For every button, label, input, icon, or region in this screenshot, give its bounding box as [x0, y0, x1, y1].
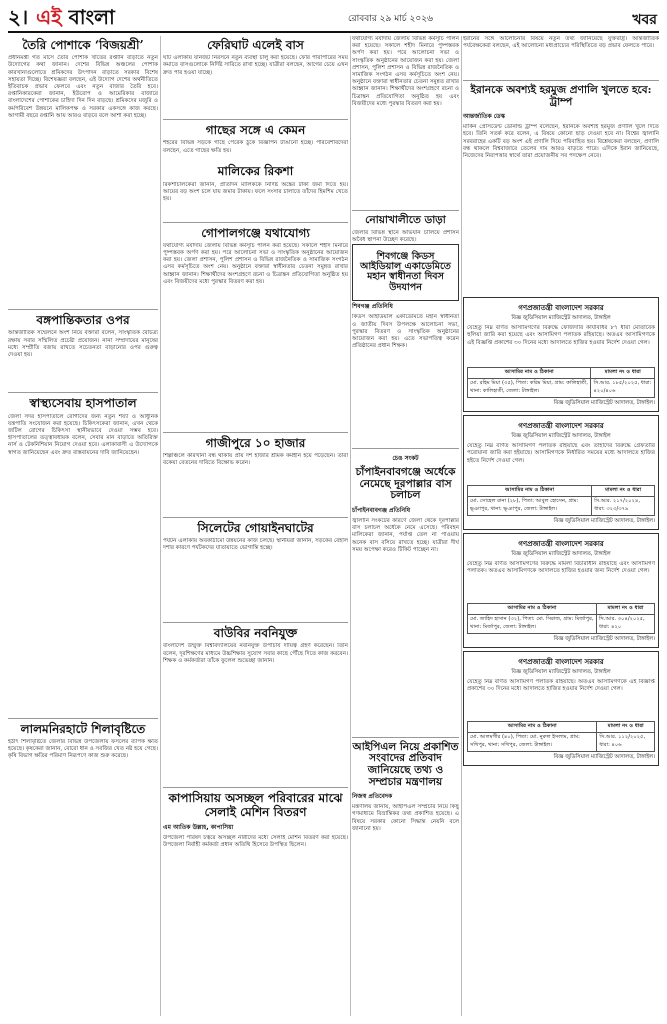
- article-body: প্রধানমন্ত্রী গত মাসে তৈরি পোশাক খাতের রপ্তানি বাড়াতে নতুন উদ্যোগের কথা জানান। দেশের বিভিন্ন অঞ্চলের পোশাক কারখানাগুলোতে শ্রমিকদের উৎপাদন বাড়াতে সরকার বিশেষ সহায়তা দিচ্ছে। বিশেষজ্ঞরা বলছেন, এই উদ্যোগ দেশের অর্থনীতিতে ইতিবাচক প্রভাব ফেলবে এবং নতুন বাজার তৈরি হবে। রপ্তানিকারকেরা জানান, ইউরোপ ও আমেরিকার বাজারে বাংলাদেশের পোশাকের চাহিদা দিন দিন বাড়ছে। শ্রমিকদের মজুরি ও কর্মপরিবেশ উন্নয়নে মালিকপক্ষ ও সরকার একসঙ্গে কাজ করছে। আগামী বছরে রপ্তানি আয় আরও বাড়বে বলে আশা করা হচ্ছে।: [8, 55, 158, 305]
- notice-title: গণপ্রজাতন্ত্রী বাংলাদেশ সরকার: [518, 304, 604, 313]
- notice-body: যেহেতু নিম্ন বর্ণিত আসামিগণ পলাতক রহিয়াছে এবং তাহাদের বিরুদ্ধে গ্রেফতারি পরোয়ানা জারি করা হইয়াছে। আসামিগণকে নির্ধারিত সময়ের মধ্যে আদালতে হাজির হইতে নির্দেশ দেওয়া গেল।: [467, 443, 655, 485]
- byline: শিবগঞ্জ প্রতিনিধি: [352, 303, 393, 311]
- notice-col-b: মামলা নং ও ধারা: [592, 486, 655, 497]
- notice-body: যেহেতু নিম্ন বর্ণিত আসামিগণের বিরুদ্ধে মামলা বিচারাধীন রহিয়াছে এবং আসামিগণ পলাতক। অতএব আসামিগণকে আদালতে হাজির হওয়ার জন্য নির্দেশ দেওয়া গেল।: [467, 561, 655, 603]
- article-body: বাংলাদেশ উন্মুক্ত বিশ্ববিদ্যালয়ের নবনিযুক্ত উপাচার্য দায়িত্ব গ্রহণ করেছেন। তিনি বলেন, দূরশিক্ষণের মাধ্যমে উচ্চশিক্ষার সুযোগ সবার কাছে পৌঁছে দিতে কাজ করবেন। শিক্ষক ও কর্মকর্তারা তাঁকে ফুলেল শুভেচ্ছা জানান।: [163, 643, 348, 783]
- article-body: যথাযোগ্য মর্যাদায় জেলায় বিভিন্ন কর্মসূচি পালন করা হয়েছে। সকালে শহীদ মিনারে পুষ্পস্তবক অর্পণ করা হয়। পরে আলোচনা সভা ও সাংস্কৃতিক অনুষ্ঠানের আয়োজন করা হয়। জেলা প্রশাসন, পুলিশ প্রশাসন ও বিভিন্ন রাজনৈতিক ও সামাজিক সংগঠন এসব কর্মসূচিতে অংশ নেয়। অনুষ্ঠানে বক্তারা স্বাধীনতার চেতনা সমুন্নত রাখার আহ্বান জানান। শিক্ষার্থীদের অংশগ্রহণে রচনা ও চিত্রাঙ্কন প্রতিযোগিতা অনুষ্ঠিত হয় এবং বিজয়ীদের মধ্যে পুরস্কার বিতরণ করা হয়।: [352, 36, 459, 206]
- notice-cell-a: মো. রহিম মিয়া (৩৫), পিতা: করিম মিয়া, গ্রাম: কালিহাতী, থানা: কালিহাতী, জেলা: টাঙ্গাইল।: [468, 379, 591, 398]
- article-body: হঠাৎ শিলাবৃষ্টিতে জেলার বিভিন্ন উপজেলায় ফসলের ব্যাপক ক্ষতি হয়েছে। কৃষকেরা জানান, বোরো ধান ও সবজির খেত নষ্ট হয়ে গেছে। কৃষি বিভাগ ক্ষতির পরিমাণ নিরূপণে কাজ শুরু করেছে।: [8, 739, 158, 859]
- notice-subtitle: বিজ্ঞ জুডিসিয়াল ম্যাজিস্ট্রেট আদালত, টাঙ্গাইল: [511, 315, 611, 322]
- article-body: জ্বালানি সংকটের কারণে জেলা থেকে দূরপাল্লার বাস চলাচল অর্ধেকে নেমে এসেছে। পরিবহন মালিকেরা জানান, পর্যাপ্ত তেল না পাওয়ায় অনেক বাস বসিয়ে রাখতে হচ্ছে। যাত্রীরা দীর্ঘ সময় অপেক্ষা করেও টিকিট পাচ্ছেন না।: [352, 518, 459, 733]
- headline: গাজীপুরে ১০ হাজার: [205, 435, 306, 450]
- notice-signature: বিজ্ঞ জুডিসিয়াল ম্যাজিস্ট্রেট আদালত, টাঙ্গাইল।: [553, 400, 655, 407]
- notice-col-b: মামলা নং ও ধারা: [591, 368, 655, 379]
- notice-cell-a: মো. আলমগীর (৪০), পিতা: মো. নুরুল ইসলাম, গ্রাম: সখিপুর, থানা: সখিপুর, জেলা: টাঙ্গাইল।: [468, 733, 597, 752]
- notice-table: [467, 721, 655, 752]
- notice-cell-b: সি.আর. ২১৭/২০২৪, ধারা: ৩২৩/৩৭৯: [592, 497, 655, 516]
- notice-cell-b: সি.আর. ৩০৪/২০২৫, ধারা: ৪২০: [596, 615, 654, 634]
- notice-body: যেহেতু নিম্ন বর্ণিত আসামিগণ পলাতক রহিয়াছে। অতএব আসামিগণকে এই বিজ্ঞপ্তি প্রকাশের ৩০ দিনের মধ্যে আদালতে হাজির হওয়ার নির্দেশ দেওয়া গেল।: [467, 679, 655, 721]
- column-divider: [350, 36, 351, 1016]
- section-title: খবর: [632, 12, 657, 28]
- article-body: যথাযোগ্য মর্যাদায় জেলায় বিভিন্ন কর্মসূচি পালন করা হয়েছে। সকালে শহীদ মিনারে পুষ্পস্তবক অর্পণ করা হয়। পরে আলোচনা সভা ও সাংস্কৃতিক অনুষ্ঠানের আয়োজন করা হয়। জেলা প্রশাসন, পুলিশ প্রশাসন ও বিভিন্ন রাজনৈতিক ও সামাজিক সংগঠন এসব কর্মসূচিতে অংশ নেয়। অনুষ্ঠানে বক্তারা স্বাধীনতার চেতনা সমুন্নত রাখার আহ্বান জানান। শিক্ষার্থীদের অংশগ্রহণে রচনা ও চিত্রাঙ্কন প্রতিযোগিতা অনুষ্ঠিত হয় এবং বিজয়ীদের মধ্যে পুরস্কার বিতরণ করা হয়।: [163, 243, 348, 428]
- court-notice: [463, 533, 659, 648]
- headline: লালমনিরহাটে শিলাবৃষ্টিতে: [20, 721, 146, 736]
- headline: গোপালগঞ্জে যথাযোগ্য: [201, 225, 310, 240]
- headline: বাউবির নবনিযুক্ত: [213, 626, 298, 641]
- court-notice: [463, 415, 659, 530]
- notice-cell-b: সি.আর. ১৮৫/২০২৫, ধারা: ৪২০/৪০৬: [591, 379, 655, 398]
- legal-notices: [463, 297, 659, 766]
- court-notice: [463, 297, 659, 412]
- article-body: ইরানের সঙ্গে আলোচনার বিষয়ে নতুন তথ্য জানিয়েছে যুক্তরাষ্ট্র। আন্তর্জাতিক পর্যবেক্ষকেরা বলছেন, এই আলোচনা মধ্যপ্রাচ্যের পরিস্থিতিতে বড় প্রভাব ফেলতে পারে।: [463, 36, 659, 76]
- notice-table: [467, 485, 655, 516]
- article-body: শহরের বিভিন্ন সড়কে গাছে পেরেক ঠুকে বিজ্ঞাপন টাঙানো হচ্ছে। পরিবেশবিদেরা বলছেন, এতে গাছের ক্ষতি হয়।: [163, 140, 348, 162]
- headline: নোয়াখালীতে ডাড়া: [365, 214, 446, 226]
- column-2: [163, 36, 348, 865]
- masthead: [8, 4, 659, 30]
- headline: মালিকের রিকশা: [217, 164, 294, 179]
- notice-cell-b: সি.আর. ১১২/২০২৫, ধারা: ৪০৬: [597, 733, 655, 752]
- article-body: শিল্পাঞ্চলে কারখানা বন্ধ থাকায় প্রায় দশ হাজার শ্রমিক কর্মহীন হয়ে পড়েছেন। তাঁরা বকেয়া বেতনের দাবিতে বিক্ষোভ করেন।: [163, 453, 348, 513]
- notice-col-b: মামলা নং ও ধারা: [597, 722, 655, 733]
- notice-col-a: আসামির নাম ও ঠিকানা: [468, 486, 592, 497]
- notice-body: যেহেতু নিম্ন বর্ণিত আসামিগণের বিরুদ্ধে ফৌজদারি কার্যবিধির ৮৭ ধারা মোতাবেক হুলিয়া জারি করা হয়েছে এবং আসামিগণ পলাতক রহিয়াছে। অতএব আসামিগণকে এই বিজ্ঞপ্তি প্রকাশের ৩০ দিনের মধ্যে আদালতে হাজির হওয়ার নির্দেশ দেওয়া গেল।: [467, 325, 655, 367]
- article-body: উপজেলা পরিষদ চত্বরে অসচ্ছল নারীদের মধ্যে সেলাই মেশিন বিতরণ করা হয়েছে। উপজেলা নির্বাহী কর্মকর্তা প্রধান অতিথি হিসেবে উপস্থিত ছিলেন।: [163, 835, 348, 865]
- headline: তৈরি পোশাকে ‘বিজয়শ্রী’: [22, 38, 144, 52]
- headline: ফেরিঘাট এলেই বাস: [207, 38, 304, 52]
- byline: নিজস্ব প্রতিবেদক: [352, 793, 393, 801]
- article-body: মার্কিন প্রেসিডেন্ট ডোনাল্ড ট্রাম্প বলেছেন, ইরানকে অবশ্যই হরমুজ প্রণালি খুলে দিতে হবে। তিনি সতর্ক করে বলেন, এ বিষয়ে কোনো ছাড় দেওয়া হবে না। বিশ্বের জ্বালানি সরবরাহের একটি বড় অংশ এই প্রণালি দিয়ে পরিবাহিত হয়। বিশ্লেষকেরা বলছেন, প্রণালি বন্ধ থাকলে বিশ্ববাজারে তেলের দাম আরও বাড়তে পারে। এদিকে ইরান জানিয়েছে, নিজেদের নিরাপত্তার স্বার্থে তারা প্রয়োজনীয় সব পদক্ষেপ নেবে।: [463, 124, 659, 294]
- article-body: পর্যটন এলাকায় অবকাঠামো উন্নয়নের কাজ চলছে। স্থানীয়রা জানান, সড়কের বেহাল দশার কারণে পর্যটকদের যাতায়াতে ভোগান্তি হচ্ছে।: [163, 538, 348, 618]
- notice-col-a: আসামির নাম ও ঠিকানা: [468, 604, 597, 615]
- masthead-rule: [8, 31, 659, 33]
- column-1: [8, 36, 158, 859]
- column-divider: [160, 36, 161, 1016]
- page-number: ২।: [8, 5, 29, 29]
- notice-col-b: মামলা নং ও ধারা: [596, 604, 654, 615]
- brand-logo: এই বাংলা: [36, 5, 115, 29]
- column-divider: [461, 36, 462, 1016]
- column-3: [352, 36, 459, 964]
- notice-col-a: আসামির নাম ও ঠিকানা: [468, 722, 597, 733]
- notice-signature: বিজ্ঞ জুডিসিয়াল ম্যাজিস্ট্রেট আদালত, টাঙ্গাইল।: [553, 754, 655, 761]
- notice-subtitle: বিজ্ঞ জুডিসিয়াল ম্যাজিস্ট্রেট আদালত, টাঙ্গাইল: [511, 433, 611, 440]
- column-4: [463, 36, 659, 769]
- headline: আইপিএল নিয়ে প্রকাশিত সংবাদের প্রতিবাদ জানিয়েছে তথ্য ও সম্প্রচার মন্ত্রণালয়: [352, 740, 459, 788]
- article-body: আন্তর্জাতিক সম্মেলনে অংশ নিয়ে বক্তারা বলেন, সাংস্কৃতিক বৈচিত্র্য রক্ষায় সবার সম্মিলিত প্রচেষ্টা প্রয়োজন। নানা সম্প্রদায়ের মানুষের মধ্যে সম্প্রীতি বজায় রাখতে সচেতনতা বাড়ানোর ওপর গুরুত্ব দেওয়া হয়।: [8, 330, 158, 388]
- article-body: রিকশাচালকেরা জানান, প্রতিদিন মালিককে নির্দিষ্ট অঙ্কের টাকা জমা দিতে হয়। আয়ের বড় অংশ চলে যায় জমার টাকায়। ফলে সংসার চালাতে তাঁদের হিমশিম খেতে হয়।: [163, 182, 348, 218]
- headline: স্বাস্থ্যসেবায় হাসপাতাল: [29, 396, 137, 411]
- headline: চাঁপাইনবাবগঞ্জে অর্ধেকে নেমেছে দূরপাল্লার বাস চলাচল: [355, 466, 456, 502]
- notice-table: [467, 603, 655, 634]
- notice-title: গণপ্রজাতন্ত্রী বাংলাদেশ সরকার: [518, 422, 604, 431]
- kicker-label: চেঙ সংকট: [392, 455, 419, 463]
- notice-signature: বিজ্ঞ জুডিসিয়াল ম্যাজিস্ট্রেট আদালত, টাঙ্গাইল।: [553, 518, 655, 525]
- headline: বঙ্গপান্তিকতার ওপর: [36, 313, 130, 328]
- article-body: কিডস আইডিয়াল একাডেমিতে মহান স্বাধীনতা ও জাতীয় দিবস উপলক্ষে আলোচনা সভা, পুরস্কার বিতরণ ও সাংস্কৃতিক অনুষ্ঠানের আয়োজন করা হয়। এতে সভাপতিত্ব করেন প্রতিষ্ঠানের প্রধান শিক্ষক।: [352, 314, 459, 444]
- headline-box: [352, 244, 459, 302]
- notice-table: [467, 367, 655, 398]
- notice-subtitle: বিজ্ঞ জুডিসিয়াল ম্যাজিস্ট্রেট আদালত, টাঙ্গাইল: [511, 669, 611, 676]
- notice-subtitle: বিজ্ঞ জুডিসিয়াল ম্যাজিস্ট্রেট আদালত, টাঙ্গাইল: [511, 551, 611, 558]
- byline: চাঁপাইনবাবগঞ্জ প্রতিনিধি: [352, 506, 411, 514]
- notice-cell-a: মো. জাহিদ হাসান (৩২), পিতা: মো. সিরাজ, গ্রাম: মির্জাপুর, থানা: মির্জাপুর, জেলা: টাঙ্গাইল।: [468, 615, 597, 634]
- article-body: ঘাট এলাকায় যানজট নিরসনে নতুন ব্যবস্থা চালু করা হয়েছে। ফেরি পারাপারের সময় কমাতে বাসগুলোকে নির্দিষ্ট সারিতে রাখা হচ্ছে। যাত্রীরা বলছেন, আগের চেয়ে এখন দ্রুত পার হওয়া যাচ্ছে।: [163, 55, 348, 115]
- notice-col-a: আসামির নাম ও ঠিকানা: [468, 368, 591, 379]
- court-notice: [463, 651, 659, 766]
- byline: এম আতিক উল্লাহ, কাপাসিয়া: [163, 823, 234, 831]
- article-body: জেলা সদর হাসপাতালে রোগীদের জন্য নতুন শয্যা ও আধুনিক যন্ত্রপাতি সংযোজন করা হয়েছে। চিকিৎসকেরা জানান, এখন থেকে জটিল রোগের চিকিৎসা স্থানীয়ভাবে দেওয়া সম্ভব হবে। হাসপাতালের তত্ত্বাবধায়ক বলেন, সেবার মান বাড়াতে অতিরিক্ত নার্স ও টেকনিশিয়ান নিয়োগ দেওয়া হবে। এলাকাবাসী এ উদ্যোগকে স্বাগত জানিয়েছেন এবং দ্রুত বাস্তবায়নের দাবি জানিয়েছেন।: [8, 414, 158, 714]
- notice-signature: বিজ্ঞ জুডিসিয়াল ম্যাজিস্ট্রেট আদালত, টাঙ্গাইল।: [553, 636, 655, 643]
- byline: আন্তর্জাতিক ডেস্ক: [463, 113, 505, 121]
- notice-cell-a: মো. সোহেল রানা (২৮), পিতা: আবুল হোসেন, গ্রাম: ভূঞাপুর, থানা: ভূঞাপুর, জেলা: টাঙ্গাইল।: [468, 497, 592, 516]
- headline: গাছের সঙ্গে এ কেমন: [205, 123, 306, 138]
- headline: সিলেটের গোয়াইনঘাটের: [197, 520, 314, 535]
- notice-title: গণপ্রজাতন্ত্রী বাংলাদেশ সরকার: [518, 540, 604, 549]
- issue-date: রোববার ২৯ মার্চ ২০২৬: [348, 14, 433, 24]
- article-body: জেলার বিভিন্ন স্থানে অভিযান চালিয়ে প্রশাসন অবৈধ স্থাপনা উচ্ছেদ করেছে।: [352, 229, 459, 243]
- headline: ইরানকে অবশ্যই হরমুজ প্রণালি খুলতে হবে: ট্রাম্প: [470, 84, 652, 108]
- notice-title: গণপ্রজাতন্ত্রী বাংলাদেশ সরকার: [518, 658, 604, 667]
- headline: শিবগঞ্জে কিডস আইডিয়াল একাডেমিতে মহান স্বাধীনতা দিবস উদযাপন: [360, 250, 451, 293]
- article-body: মন্ত্রণালয় জানায়, আইপিএল সম্প্রচার নিয়ে কিছু গণমাধ্যমে বিভ্রান্তিকর তথ্য প্রকাশিত হয়েছে। এ বিষয়ে সরকার কোনো সিদ্ধান্ত নেয়নি বলে জানানো হয়।: [352, 804, 459, 964]
- headline: কাপাসিয়ায় অসচ্ছল পরিবারের মাঝে সেলাই মেশিন বিতরণ: [168, 791, 343, 819]
